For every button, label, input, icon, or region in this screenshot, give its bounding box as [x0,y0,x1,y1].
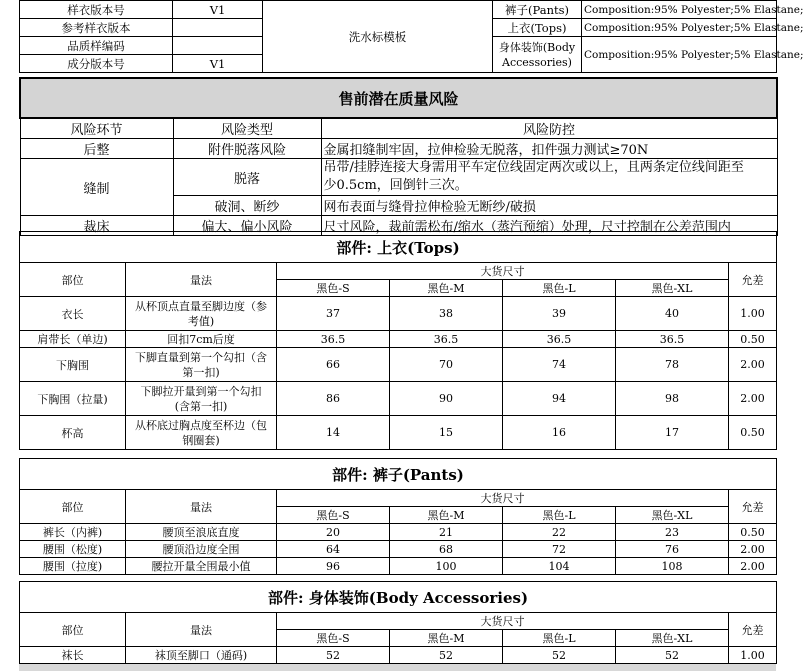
size-xl-value: 78 [616,348,729,382]
table-row [20,297,777,331]
tolerance-value: 0.50 [729,416,777,450]
size-s-value: 37 [277,297,390,331]
size-s-value: 36.5 [277,331,390,348]
risk-type: 破洞、断纱 [173,196,321,216]
size-xl-value: 76 [616,541,729,558]
row-part: 下胸围 [20,348,126,382]
row-part: 袜长 [20,647,126,664]
row-method-line: 钢圈套) [182,433,220,447]
tolerance-value: 1.00 [729,647,777,664]
risk-prevention-line: 少0.5cm，回倒针三次。 [323,178,468,193]
col-tolerance-header: 允差 [729,263,777,297]
size-l-header: 黑色-L [503,507,616,524]
tolerance-value: 1.00 [729,297,777,331]
composition-text: Composition:95% Polyester;5% Elastane; [582,1,777,19]
col-tolerance-header: 允差 [729,490,777,524]
risk-stage: 后整 [20,139,173,159]
table-row [20,541,777,558]
table-row [20,382,777,416]
risk-type: 附件脱落风险 [173,139,321,159]
table-row [20,416,777,450]
composition-part: 上衣(Tops) [493,19,582,37]
header-label: 参考样衣版本 [20,19,173,37]
header-value [173,19,263,37]
size-m-value: 100 [390,558,503,575]
risk-stage: 缝制 [20,159,173,216]
tolerance-value: 2.00 [729,541,777,558]
tops-title: 部件: 上衣(Tops) [20,232,777,263]
risk-type: 脱落 [173,159,321,196]
table-row [20,331,777,348]
row-method: 腰顶沿边度全围 [126,541,277,558]
tolerance-value: 2.00 [729,558,777,575]
tolerance-value: 0.50 [729,331,777,348]
bottom-divider [19,664,776,671]
tops-table [19,231,777,450]
table-row [20,647,777,664]
size-xl-value: 17 [616,416,729,450]
row-method: 腰拉开量全围最小值 [126,558,277,575]
size-l-value: 36.5 [503,331,616,348]
size-s-header: 黑色-S [277,507,390,524]
row-method-line: 考值) [187,314,215,328]
risk-prevention [321,159,777,196]
col-method-header: 量法 [126,490,277,524]
composition-text: Composition:95% Polyester;5% Elastane; [582,19,777,37]
size-m-value: 15 [390,416,503,450]
risk-stage: 裁床 [20,216,173,236]
row-method: 回扣7cm后度 [126,331,277,348]
risk-header-stage: 风险环节 [20,118,173,139]
risk-prevention: 金属扣缝制牢固，拉伸检验无脱落，扣件强力测试≥70N [321,139,777,159]
size-xl-header: 黑色-XL [616,280,729,297]
table-row [20,524,777,541]
row-method [126,382,277,416]
header-value: V1 [173,55,263,73]
size-xl-value: 52 [616,647,729,664]
size-l-value: 16 [503,416,616,450]
row-method [126,348,277,382]
row-part: 裤长（内裤) [20,524,126,541]
bulk-size-header: 大货尺寸 [277,613,729,630]
size-xl-value: 108 [616,558,729,575]
size-m-value: 38 [390,297,503,331]
pants-title: 部件: 裤子(Pants) [20,459,777,490]
size-l-value: 52 [503,647,616,664]
template-label: 洗水标模板 [263,1,493,73]
risk-header-prevention: 风险防控 [321,118,777,139]
size-l-header: 黑色-L [503,630,616,647]
size-m-value: 68 [390,541,503,558]
row-method-line: 从杯底过胸点度至杯边（包 [135,418,267,432]
size-s-value: 14 [277,416,390,450]
col-method-header: 量法 [126,263,277,297]
tolerance-value: 0.50 [729,524,777,541]
header-value: V1 [173,1,263,19]
tolerance-value: 2.00 [729,348,777,382]
size-s-value: 96 [277,558,390,575]
row-method [126,416,277,450]
row-method-line: 从杯顶点直量至脚边度（参 [135,299,267,313]
risk-prevention: 网布表面与缝骨拉伸检验无断纱/破损 [321,196,777,216]
col-tolerance-header: 允差 [729,613,777,647]
risk-title: 售前潜在质量风险 [20,78,777,118]
size-m-value: 21 [390,524,503,541]
size-s-value: 66 [277,348,390,382]
row-method-line: 下脚直量到第一个勾扣（含 [135,350,267,364]
header-label: 样衣版本号 [20,1,173,19]
accessories-title: 部件: 身体装饰(Body Accessories) [20,582,777,613]
size-m-value: 70 [390,348,503,382]
bulk-size-header: 大货尺寸 [277,490,729,507]
row-part: 衣长 [20,297,126,331]
size-xl-value: 36.5 [616,331,729,348]
size-m-value: 90 [390,382,503,416]
accessories-table [19,581,777,664]
tolerance-value: 2.00 [729,382,777,416]
row-method-line: 下脚拉开量到第一个勾扣 [140,384,262,398]
header-value [173,37,263,55]
row-method-line: (含第一扣) [174,399,228,413]
size-l-header: 黑色-L [503,280,616,297]
size-l-value: 94 [503,382,616,416]
header-table [19,0,803,73]
composition-part-line: Accessories) [502,55,572,69]
pants-table [19,458,777,575]
table-row [20,348,777,382]
size-l-value: 39 [503,297,616,331]
composition-part: 裤子(Pants) [493,1,582,19]
size-m-header: 黑色-M [390,507,503,524]
row-part: 杯高 [20,416,126,450]
row-part: 腰围（松度) [20,541,126,558]
size-l-value: 104 [503,558,616,575]
risk-table [19,77,778,236]
header-label: 品质样编码 [20,37,173,55]
size-s-header: 黑色-S [277,630,390,647]
row-method: 袜顶至脚口（通码) [126,647,277,664]
size-xl-value: 40 [616,297,729,331]
col-part-header: 部位 [20,263,126,297]
size-m-value: 52 [390,647,503,664]
size-xl-value: 23 [616,524,729,541]
risk-header-type: 风险类型 [173,118,321,139]
composition-text: Composition:95% Polyester;5% Elastane; [582,37,777,73]
bulk-size-header: 大货尺寸 [277,263,729,280]
row-part: 腰围（拉度) [20,558,126,575]
size-m-value: 36.5 [390,331,503,348]
size-l-value: 72 [503,541,616,558]
risk-type: 偏大、偏小风险 [173,216,321,236]
col-method-header: 量法 [126,613,277,647]
size-s-value: 52 [277,647,390,664]
size-m-header: 黑色-M [390,280,503,297]
size-s-value: 20 [277,524,390,541]
row-part: 下胸围（拉量) [20,382,126,416]
col-part-header: 部位 [20,490,126,524]
row-method-line: 第一扣) [182,365,220,379]
row-method [126,297,277,331]
size-s-value: 86 [277,382,390,416]
size-l-value: 22 [503,524,616,541]
size-m-header: 黑色-M [390,630,503,647]
composition-part [493,37,582,73]
table-row [20,558,777,575]
row-part: 肩带长（单边) [20,331,126,348]
size-xl-value: 98 [616,382,729,416]
size-xl-header: 黑色-XL [616,507,729,524]
col-part-header: 部位 [20,613,126,647]
risk-prevention-line: 吊带/挂脖连接大身需用平车定位线固定两次或以上，且两条定位线间距至 [323,160,744,175]
size-xl-header: 黑色-XL [616,630,729,647]
composition-part-line: 身体装饰(Body [498,40,576,54]
size-s-value: 64 [277,541,390,558]
size-l-value: 74 [503,348,616,382]
risk-prevention: 尺寸风险，裁前需松布/缩水（蒸汽预缩）处理，尺寸控制在公差范围内 [321,216,777,236]
header-label: 成分版本号 [20,55,173,73]
row-method: 腰顶至浪底直度 [126,524,277,541]
size-s-header: 黑色-S [277,280,390,297]
